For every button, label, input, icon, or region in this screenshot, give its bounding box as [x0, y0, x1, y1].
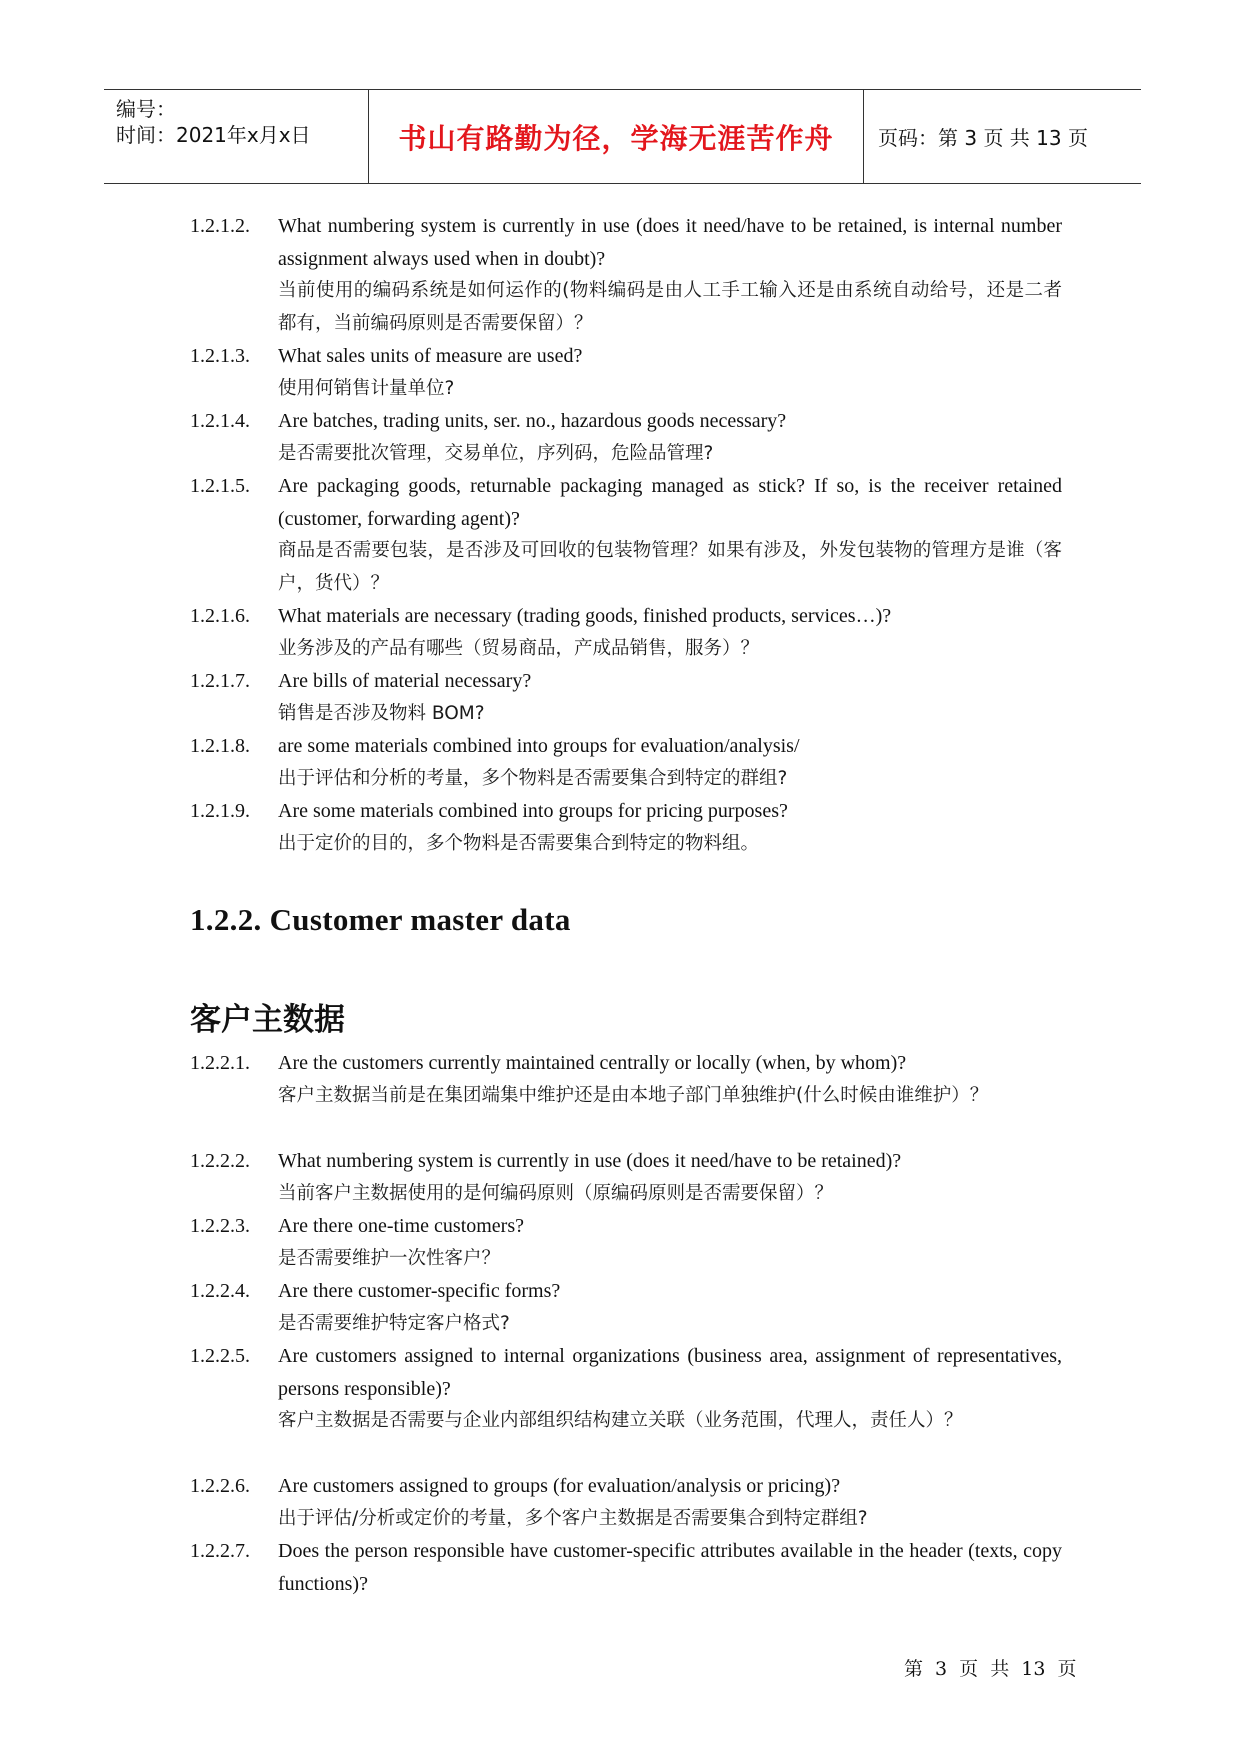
item-number: 1.2.2.5.	[190, 1345, 250, 1367]
list-item	[190, 665, 1070, 730]
item-question-zh: 客户主数据当前是在集团端集中维护还是由本地子部门单独维护(什么时候由谁维护）？	[278, 1084, 989, 1106]
list-item	[190, 340, 1070, 405]
item-number: 1.2.1.7.	[190, 670, 250, 692]
item-question-en: are some materials combined into groups for evaluation/analysis/	[278, 735, 800, 757]
header-page-cell	[864, 90, 1141, 183]
list-item	[190, 730, 1070, 795]
item-question-en: Are there customer-specific forms?	[278, 1280, 561, 1302]
page-header	[104, 89, 1141, 184]
item-question-zh: 出于评估和分析的考量，多个物料是否需要集合到特定的群组?	[278, 767, 788, 789]
list-item	[190, 1145, 1070, 1210]
item-question-zh: 出于定价的目的，多个物料是否需要集合到特定的物料组。	[278, 832, 760, 854]
item-question-zh: 当前客户主数据使用的是何编码原则（原编码原则是否需要保留）？	[278, 1182, 834, 1204]
list-item	[190, 1047, 1070, 1112]
item-question-en: Are customers assigned to internal organizations (business area, assignment of representatives, persons responsible)?	[278, 1345, 1062, 1400]
list-item	[190, 1340, 1070, 1438]
item-question-en: Are some materials combined into groups for pricing purposes?	[278, 800, 788, 822]
item-number: 1.2.2.2.	[190, 1150, 250, 1172]
item-number: 1.2.1.9.	[190, 800, 250, 822]
item-question-en: What materials are necessary (trading goods, finished products, services…)?	[278, 605, 892, 627]
list-item	[190, 1470, 1070, 1535]
item-question-zh: 是否需要维护特定客户格式?	[278, 1312, 510, 1334]
item-question-en: Are packaging goods, returnable packaging managed as stick? If so, is the receiver retained (customer, forwarding agent)?	[278, 475, 1062, 530]
list-item	[190, 1535, 1070, 1600]
item-question-zh: 业务涉及的产品有哪些（贸易商品，产成品销售，服务）？	[278, 637, 760, 659]
item-number: 1.2.2.6.	[190, 1475, 250, 1497]
document-number-label: 编号：	[116, 97, 176, 121]
item-number: 1.2.2.3.	[190, 1215, 250, 1237]
item-number: 1.2.2.1.	[190, 1052, 250, 1074]
page-footer: 第 3 页 共 13 页	[904, 1658, 1077, 1680]
header-page-code: 页码：第 3 页 共 13 页	[878, 126, 1088, 150]
item-question-zh: 使用何销售计量单位?	[278, 377, 455, 399]
item-question-en: Are batches, trading units, ser. no., hazardous goods necessary?	[278, 410, 787, 432]
list-item	[190, 470, 1070, 600]
document-time-label: 时间：2021年x月x日	[116, 123, 311, 147]
list-item	[190, 600, 1070, 665]
motto-text: 书山有路勤为径，学海无涯苦作舟	[398, 121, 834, 155]
header-meta-cell	[104, 90, 369, 183]
list-item	[190, 405, 1070, 470]
item-question-zh: 是否需要批次管理，交易单位，序列码，危险品管理?	[278, 442, 714, 464]
item-question-zh: 商品是否需要包装，是否涉及可回收的包装物管理？如果有涉及，外发包装物的管理方是谁（客户，货代）？	[278, 540, 1062, 594]
section-heading-zh: 客户主数据	[190, 1002, 345, 1038]
item-question-en: What numbering system is currently in use (does it need/have to be retained)?	[278, 1150, 902, 1172]
item-question-en: What numbering system is currently in use (does it need/have to be retained, is internal number assignment always used when in doubt)?	[278, 215, 1062, 270]
item-question-zh: 客户主数据是否需要与企业内部组织结构建立关联（业务范围，代理人，责任人）？	[278, 1410, 963, 1431]
item-question-zh: 当前使用的编码系统是如何运作的(物料编码是由人工手工输入还是由系统自动给号，还是二者都有，当前编码原则是否需要保留）？	[278, 280, 1062, 334]
list-item	[190, 1210, 1070, 1275]
item-question-en: Are there one-time customers?	[278, 1215, 525, 1237]
item-number: 1.2.1.4.	[190, 410, 250, 432]
item-number: 1.2.2.4.	[190, 1280, 250, 1302]
item-question-en: What sales units of measure are used?	[278, 345, 583, 367]
item-question-en: Does the person responsible have customer-specific attributes available in the header (texts, copy functions)?	[278, 1540, 1062, 1595]
list-item	[190, 1275, 1070, 1340]
list-item	[190, 795, 1070, 860]
item-question-zh: 是否需要维护一次性客户？	[278, 1247, 501, 1269]
header-motto-cell	[369, 90, 864, 183]
item-question-en: Are customers assigned to groups (for evaluation/analysis or pricing)?	[278, 1475, 841, 1497]
item-number: 1.2.2.7.	[190, 1540, 250, 1562]
item-question-zh: 出于评估/分析或定价的考量，多个客户主数据是否需要集合到特定群组?	[278, 1507, 868, 1529]
item-number: 1.2.1.8.	[190, 735, 250, 757]
item-question-en: Are bills of material necessary?	[278, 670, 532, 692]
section-heading-en: 1.2.2. Customer master data	[190, 902, 571, 937]
item-question-en: Are the customers currently maintained centrally or locally (when, by whom)?	[278, 1052, 907, 1074]
item-number: 1.2.1.3.	[190, 345, 250, 367]
item-number: 1.2.1.2.	[190, 215, 250, 237]
item-question-zh: 销售是否涉及物料 BOM?	[278, 702, 485, 724]
item-number: 1.2.1.6.	[190, 605, 250, 627]
item-number: 1.2.1.5.	[190, 475, 250, 497]
list-item	[190, 210, 1070, 340]
